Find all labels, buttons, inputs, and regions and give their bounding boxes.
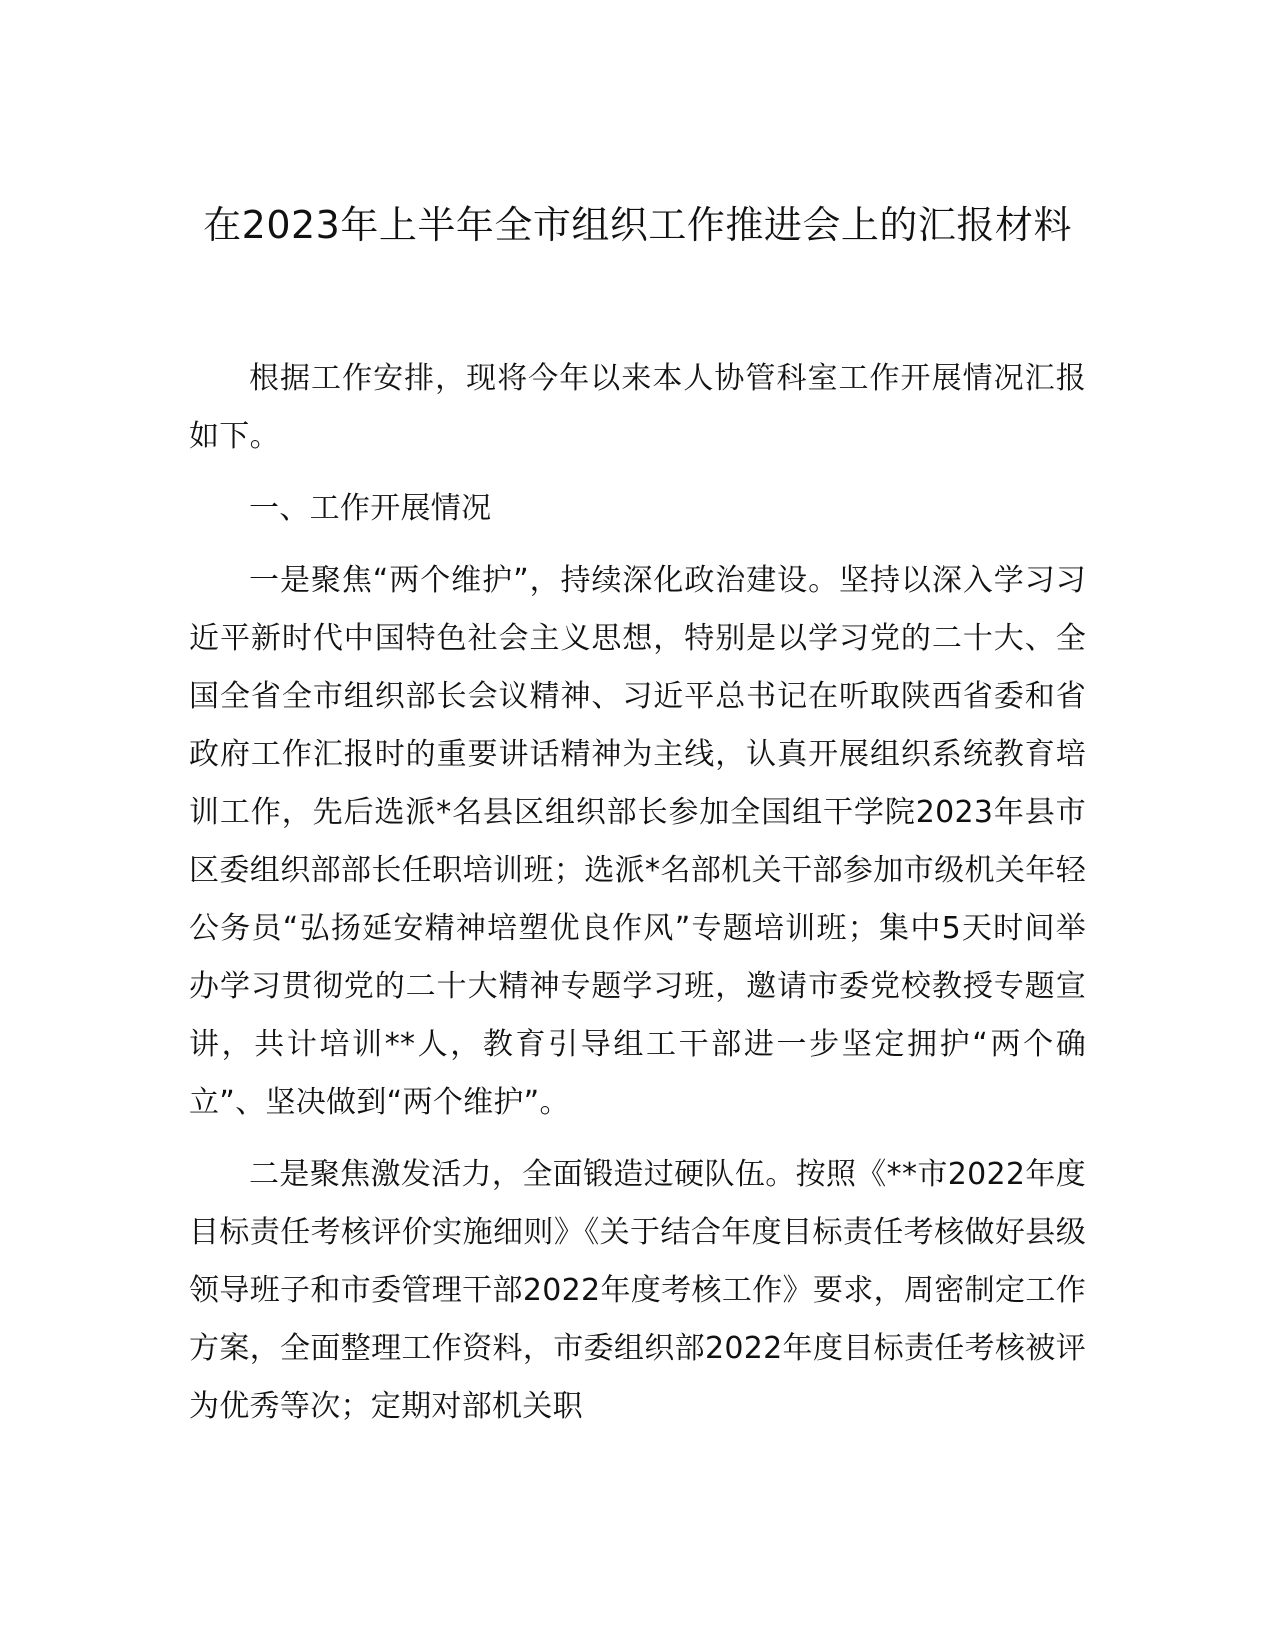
document-body (189, 350, 1086, 1450)
paragraph-political-building: 一是聚焦“两个维护”，持续深化政治建设。坚持以深入学习习近平新时代中国特色社会主义思想，特别是以学习党的二十大、全国全省全市组织部长会议精神、习近平总书记在听取陕西省委和省政府工作汇报时的重要讲话精神为主线，认真开展组织系统教育培训工作，先后选派*名县区组织部长参加全国组干学院2023年县市区委组织部部长任职培训班；选派*名部机关干部参加市级机关年轻公务员“弘扬延安精神培塑优良作风”专题培训班；集中5天时间举办学习贯彻党的二十大精神专题学习班，邀请市委党校教授专题宣讲，共计培训**人，教育引导组工干部进一步坚定拥护“两个确立”、坚决做到“两个维护”。 (189, 563, 1086, 1120)
section-heading: 一、工作开展情况 (249, 491, 492, 526)
paragraph-intro: 根据工作安排，现将今年以来本人协管科室工作开展情况汇报如下。 (189, 361, 1086, 454)
paragraph-team-building: 二是聚焦激发活力，全面锻造过硬队伍。按照《**市2022年度目标责任考核评价实施细则》《关于结合年度目标责任考核做好县级领导班子和市委管理干部2022年度考核工作》要求，周密制定工作方案，全面整理工作资料，市委组织部2022年度目标责任考核被评为优秀等次；定期对部机关职 (189, 1157, 1086, 1424)
document-title: 在2023年上半年全市组织工作推进会上的汇报材料 (203, 203, 1072, 247)
